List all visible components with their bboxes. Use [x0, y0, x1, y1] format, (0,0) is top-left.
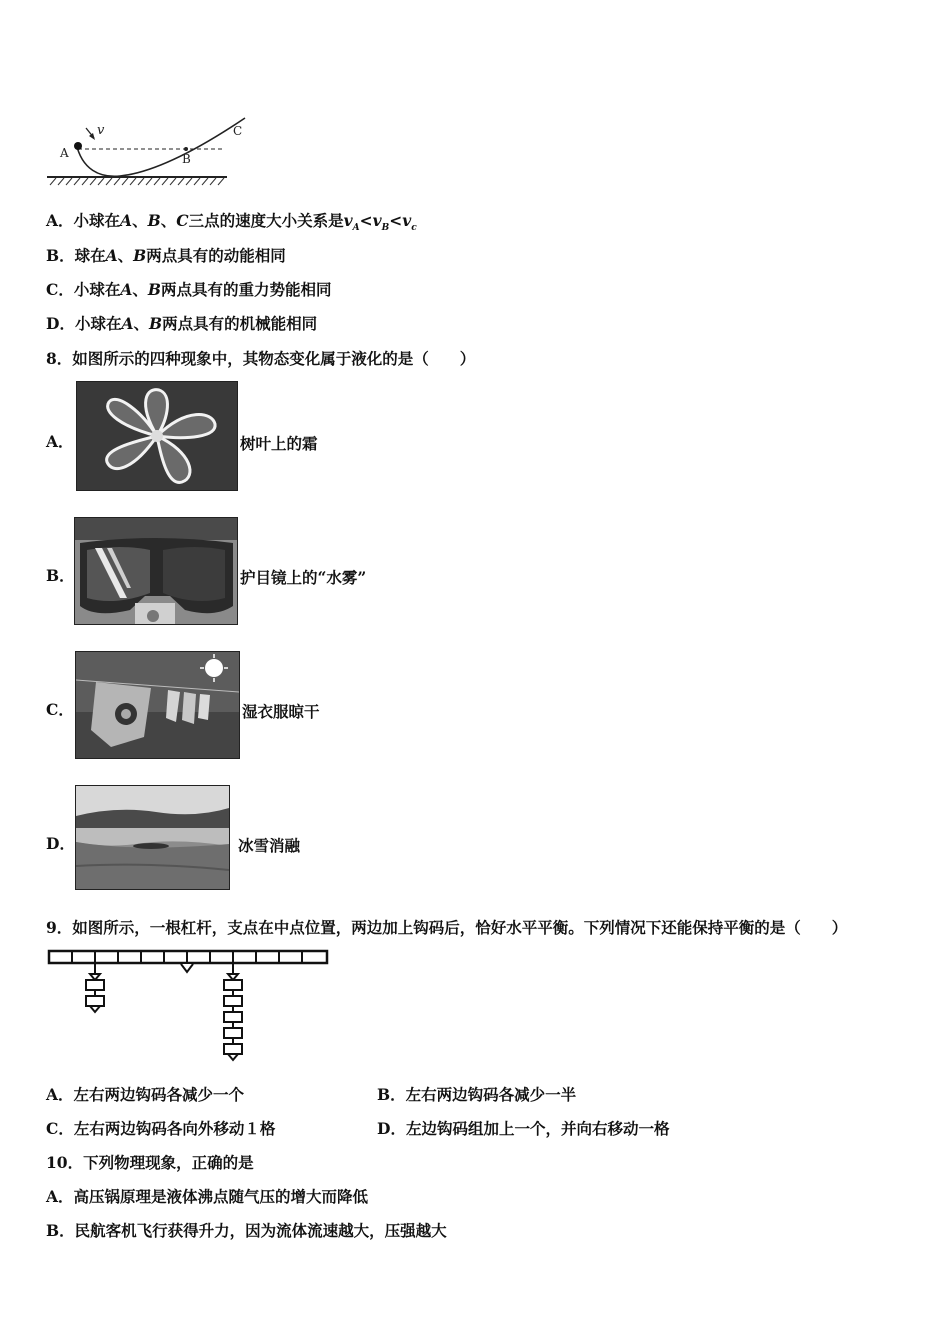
q10-stem: 10．下列物理现象，正确的是 — [46, 1153, 254, 1172]
goggles-fog-photo — [74, 517, 238, 625]
melting-snow-photo — [75, 785, 230, 890]
q8-option-a-caption: 树叶上的霜 — [240, 434, 318, 453]
q7-option-c: C．小球在A、B两点具有的重力势能相同 — [46, 280, 332, 299]
q8-option-b-caption: 护目镜上的“水雾” — [240, 568, 367, 587]
q9-stem: 9．如图所示，一根杠杆，支点在中点位置，两边加上钩码后，恰好水平平衡。下列情况下还能保持平衡的是（ ） — [46, 918, 848, 937]
q8-option-d-label: D． — [46, 834, 75, 853]
velocity-label: v — [97, 123, 105, 138]
q9-option-a: A．左右两边钩码各减少一个 — [46, 1085, 245, 1104]
q7-option-b: B．球在A、B两点具有的动能相同 — [46, 246, 286, 265]
q7-option-d: D．小球在A、B两点具有的机械能相同 — [46, 314, 318, 333]
frost-leaf-photo — [76, 381, 238, 491]
q8-option-d-caption: 冰雪消融 — [238, 836, 301, 855]
point-b-label: B — [182, 152, 191, 166]
q9-option-b: B．左右两边钩码各减少一半 — [377, 1085, 577, 1104]
lever-diagram — [46, 948, 331, 1066]
q8-option-a-label: A． — [46, 432, 74, 451]
q9-option-d: D．左边钩码组加上一个，并向右移动一格 — [377, 1119, 670, 1138]
q8-stem: 8．如图所示的四种现象中，其物态变化属于液化的是（ ） — [46, 349, 476, 368]
ball — [74, 142, 82, 150]
track-diagram — [40, 115, 250, 190]
q9-option-c: C．左右两边钩码各向外移动１格 — [46, 1119, 276, 1138]
q10-option-a: A．高压锅原理是液体沸点随气压的增大而降低 — [46, 1187, 369, 1206]
q10-option-b: B．民航客机飞行获得升力，因为流体流速越大，压强越大 — [46, 1221, 447, 1240]
drying-clothes-photo — [75, 651, 240, 759]
point-a-label: A — [60, 146, 69, 160]
q7-option-a: A．小球在A、B、C三点的速度大小关系是$v_A<v_B<v_c$ — [46, 211, 417, 234]
q8-option-c-label: C． — [46, 700, 74, 719]
q8-option-c-caption: 湿衣服晾干 — [242, 702, 320, 721]
point-c-label: C — [233, 124, 243, 138]
q8-option-b-label: B． — [46, 566, 75, 585]
